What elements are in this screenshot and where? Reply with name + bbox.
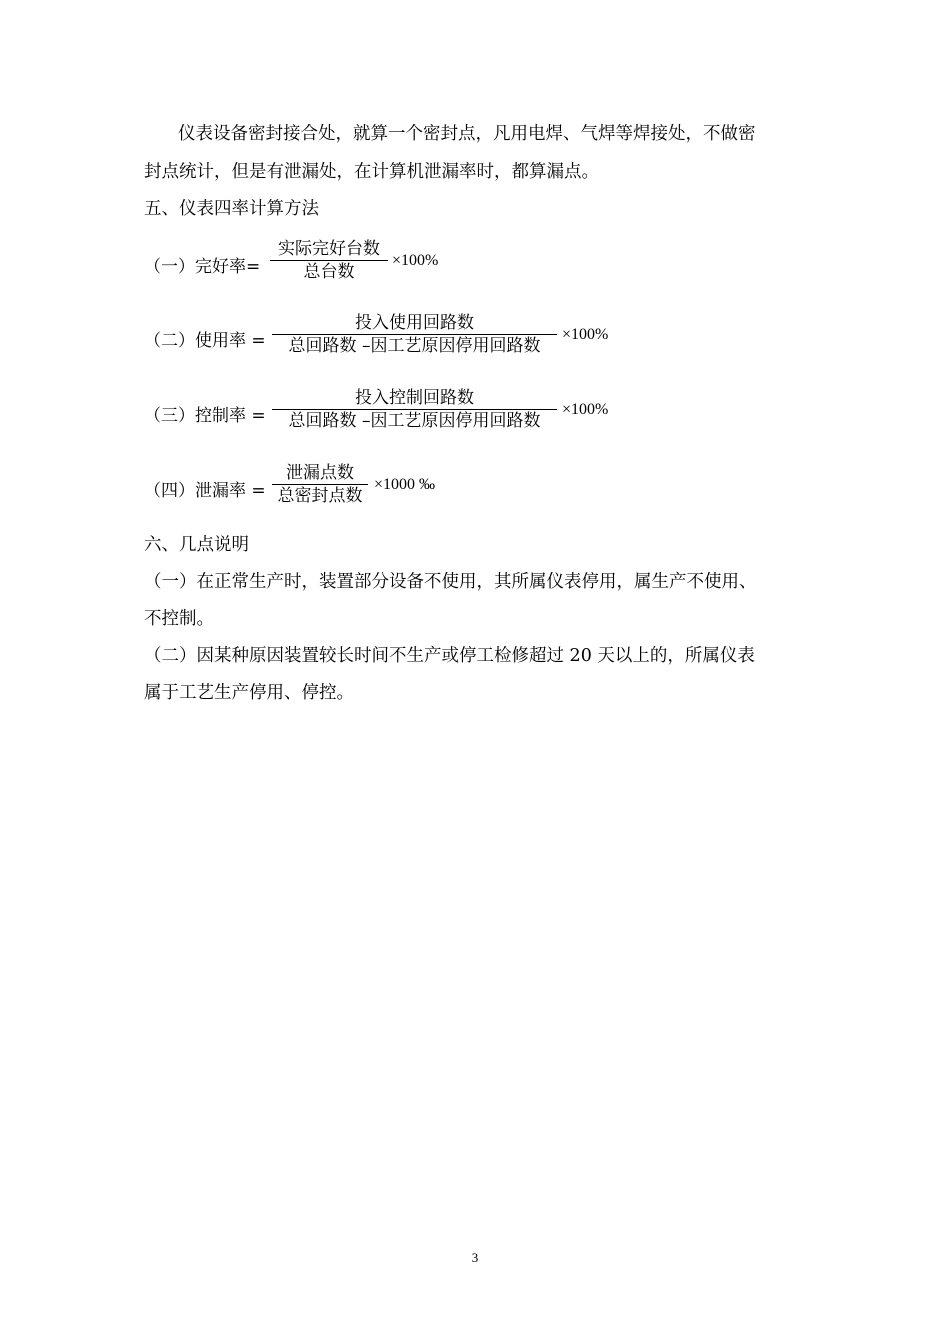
section-6-heading: 六、几点说明: [144, 535, 249, 555]
section-5-heading: 五、仪表四率计算方法: [144, 199, 319, 219]
fraction-denominator: 总回路数 –因工艺原因停用回路数: [288, 336, 541, 356]
fraction: [272, 312, 557, 357]
formula-label: （一）完好率=: [144, 257, 261, 277]
fraction: [270, 238, 388, 283]
fraction: [272, 462, 368, 507]
page-number: 3: [471, 1250, 479, 1265]
fraction-denominator: 总台数: [303, 262, 355, 282]
note-2-line-2: 属于工艺生产停用、停控。: [144, 683, 354, 703]
seal-paragraph-line-1: 仪表设备密封接合处，就算一个密封点，凡用电焊、气焊等焊接处，不做密: [178, 124, 756, 144]
formula-multiplier: ×100%: [562, 326, 609, 343]
fraction-numerator: 泄漏点数: [286, 463, 354, 483]
fraction-numerator: 投入控制回路数: [355, 388, 474, 408]
formula-label: （二）使用率 =: [144, 331, 266, 351]
note-1-line-1: （一）在正常生产时，装置部分设备不使用，其所属仪表停用，属生产不使用、: [144, 572, 757, 592]
formula-label: （四）泄漏率 =: [144, 481, 266, 501]
seal-paragraph-line-2: 封点统计，但是有泄漏处，在计算机泄漏率时，都算漏点。: [144, 162, 599, 182]
note-1-line-2: 不控制。: [144, 609, 214, 629]
formula-label: （三）控制率 =: [144, 406, 266, 426]
fraction-numerator: 投入使用回路数: [355, 313, 474, 333]
fraction-denominator: 总密封点数: [277, 486, 363, 506]
formula-multiplier: ×100%: [562, 401, 609, 418]
fraction: [272, 387, 557, 432]
fraction-numerator: 实际完好台数: [278, 239, 380, 259]
formula-multiplier: ×1000 ‰: [374, 476, 436, 493]
formula-multiplier: ×100%: [392, 252, 439, 269]
note-2-line-1: （二）因某种原因装置较长时间不生产或停工检修超过 20 天以上的，所属仪表: [144, 646, 755, 666]
fraction-denominator: 总回路数 –因工艺原因停用回路数: [288, 411, 541, 431]
